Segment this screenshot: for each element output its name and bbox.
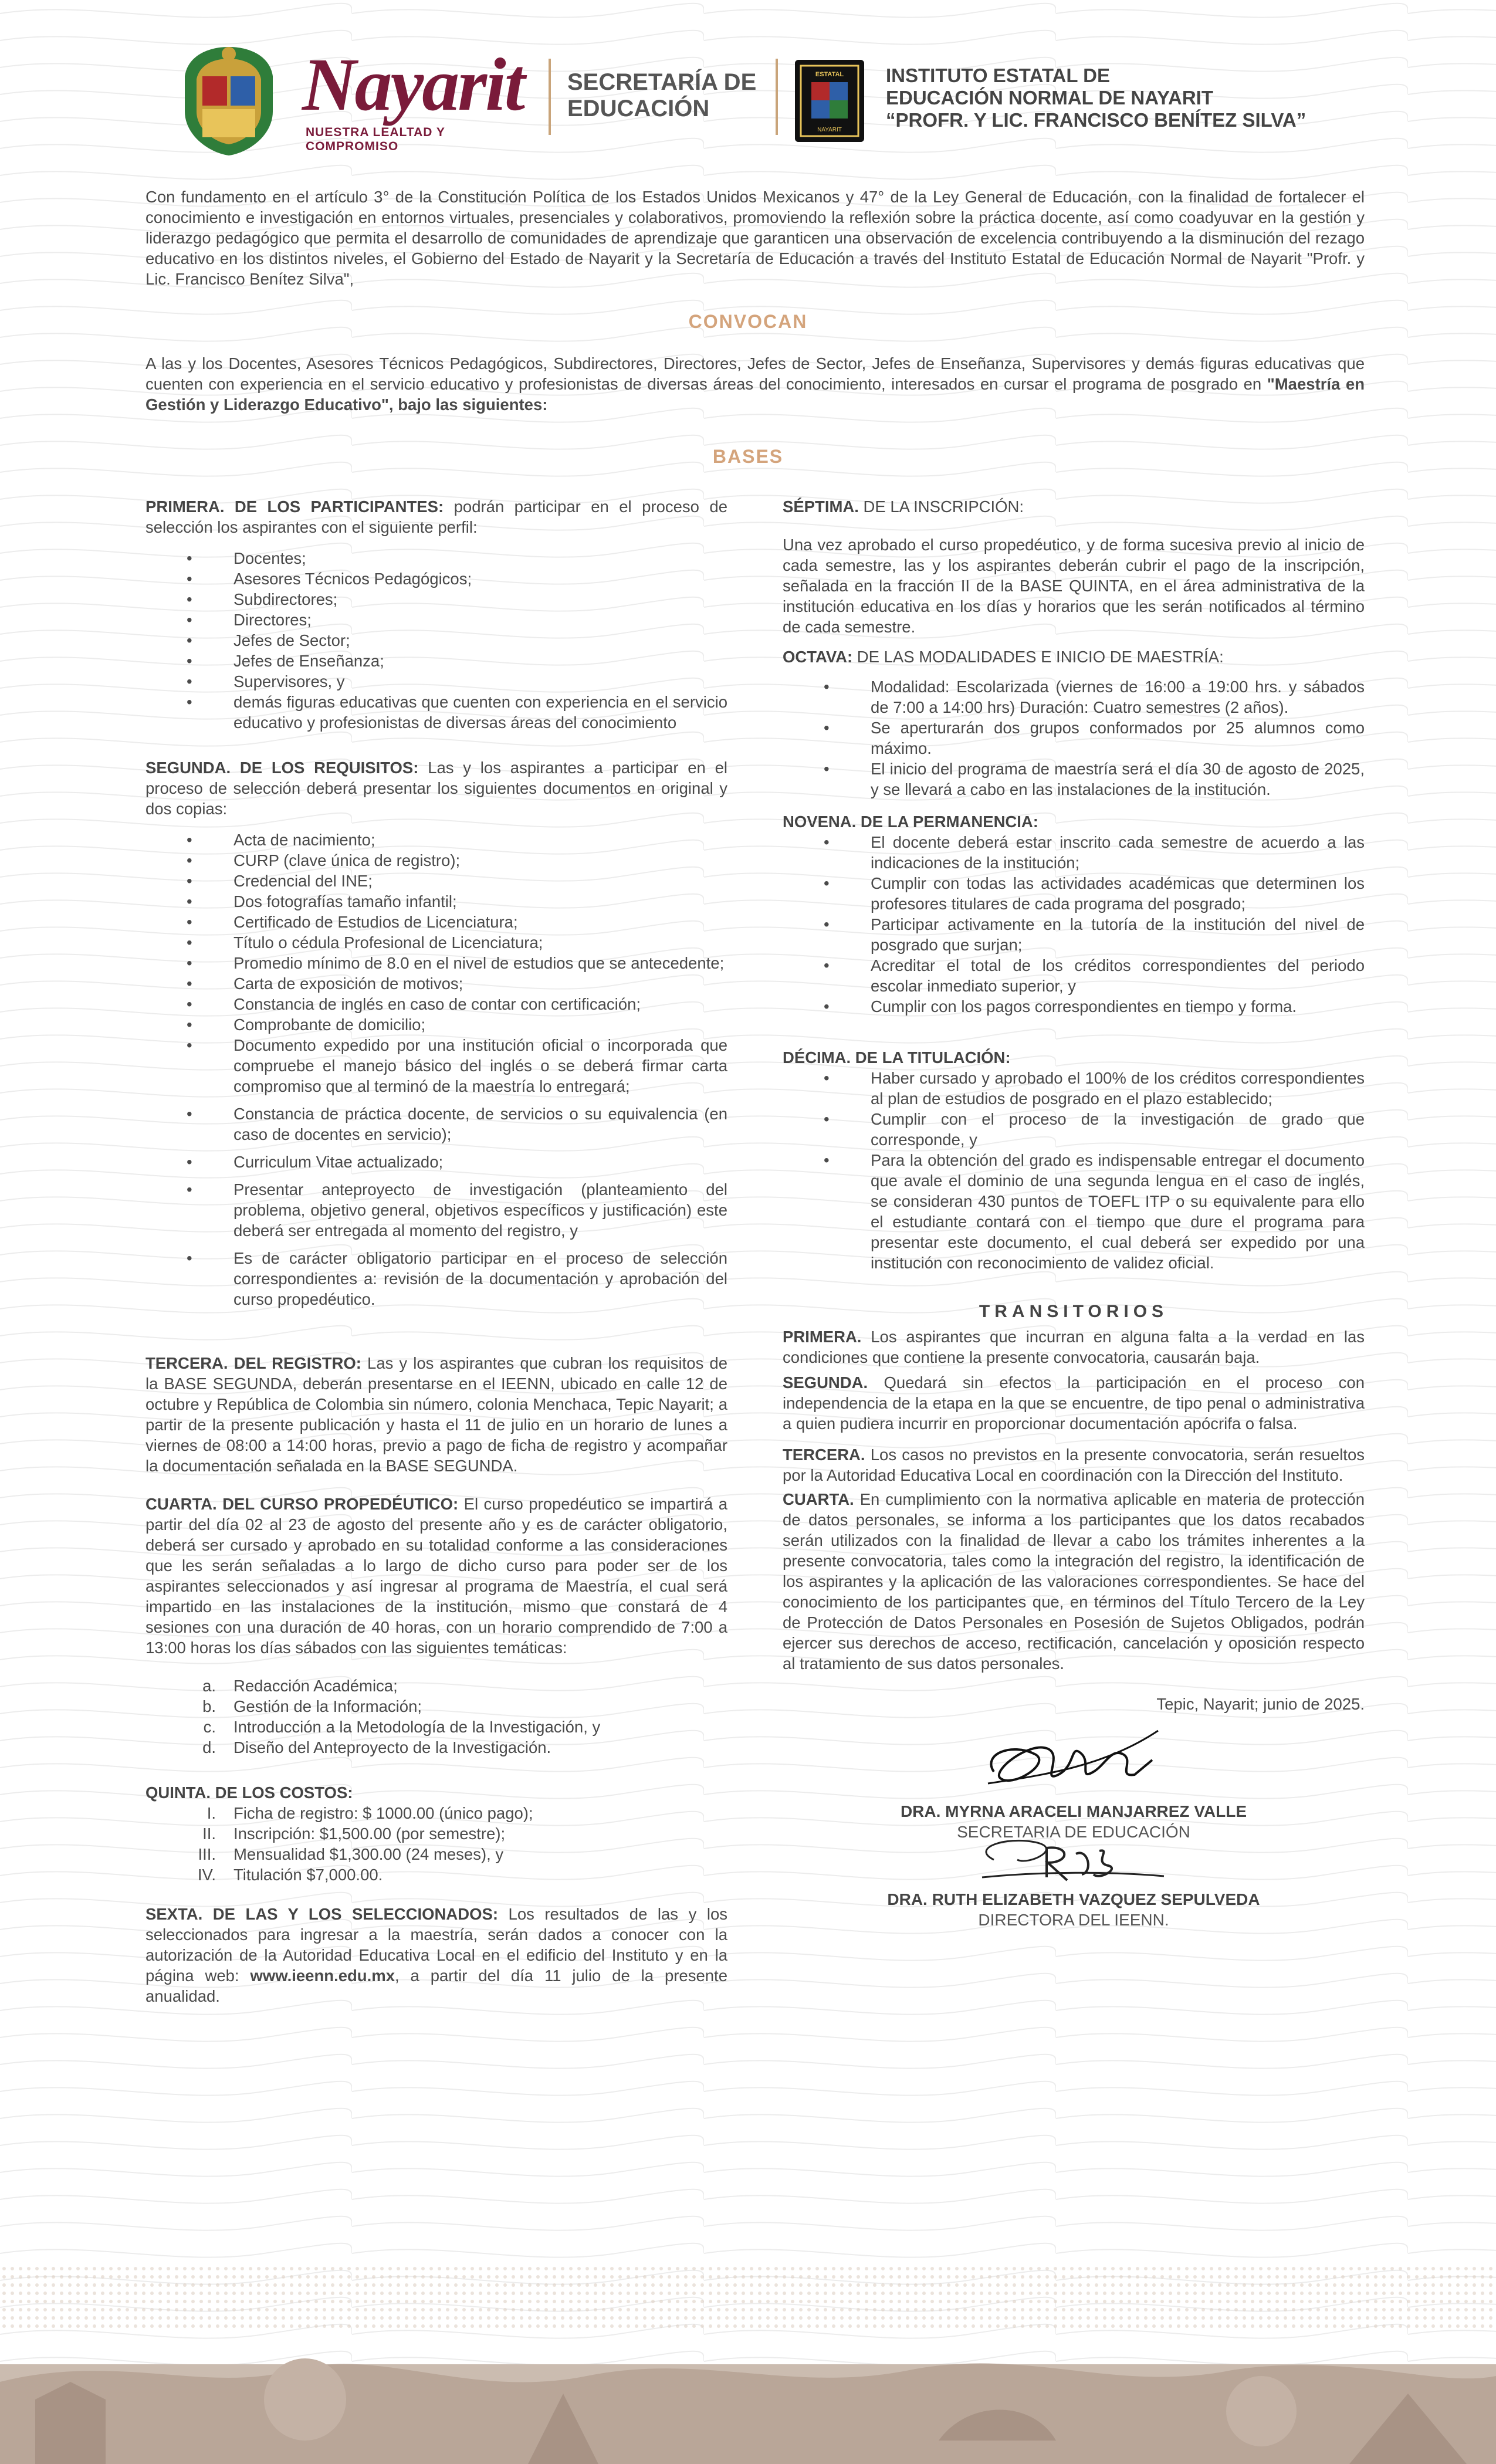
signature-2-area [783, 1830, 1365, 1889]
transitorio-tercera: TERCERA. Los casos no previstos en la presente convocatoria, serán resueltos por la Autoridad Educativa Local en coordinación con la Dirección del Instituto. [783, 1446, 1365, 1484]
list-item: • Cumplir con los pagos correspondientes en tiempo y forma. [871, 996, 1365, 1017]
program-name: "Maestría en Gestión y Liderazgo Educativo", bajo las siguientes: [145, 375, 1365, 414]
convocan-heading: CONVOCAN [688, 311, 808, 332]
brand-motto: NUESTRA LEALTAD Y COMPROMISO [306, 126, 445, 153]
base-tercera: TERCERA. DEL REGISTRO: Las y los aspirantes que cubran los requisitos de la BASE SEGUNDA, deberán presentarse en el IEENN, ubicado en calle 12 de octubre y República de Colombia sin número, colonia Menchaca, Tepic Nayarit; a partir de la presente publicación y hasta el 11 de julio en un horario de lunes a viernes de 08:00 a 14:00 horas, previo a pago de ficha de registro y acompañar la documentación señalada en la BASE SEGUNDA. [145, 1354, 727, 1475]
transitorio-segunda: SEGUNDA. Quedará sin efectos la participación en el proceso con independencia de la etapa en la que se encuentre, de tipo penal o administrativa a quien pudiera incurrir en proporcionar documentación apócrifa o falsa. [783, 1373, 1365, 1433]
list-item: • Directores; [233, 610, 727, 630]
base-segunda: SEGUNDA. DE LOS REQUISITOS: Las y los aspirantes a participar en el proceso de selección deberá presentar los siguientes documentos en original y dos copias: [145, 759, 728, 818]
list-item: • Certificado de Estudios de Licenciatura; [233, 912, 727, 932]
list-item: • CURP (clave única de registro); [233, 850, 727, 871]
list-item: • Acta de nacimiento; [233, 830, 727, 850]
signature-icon [976, 1719, 1164, 1801]
transitorio-primera: PRIMERA. Los aspirantes que incurran en alguna falta a la verdad en las condiciones que contiene la presente convocatoria, causarán baja. [783, 1328, 1365, 1366]
place-date: Tepic, Nayarit; junio de 2025. [1156, 1695, 1365, 1713]
list-item: • Asesores Técnicos Pedagógicos; [233, 568, 727, 589]
octava-list [783, 676, 1365, 800]
list-item: • Cumplir con el proceso de la investigación de grado que corresponde, y [871, 1109, 1365, 1150]
list-item: • Constancia de práctica docente, de servicios o su equivalencia (en caso de docentes en servicio); [233, 1104, 727, 1145]
segunda-list [145, 830, 727, 1309]
list-item: • El docente deberá estar inscrito cada semestre de acuerdo a las indicaciones de la institución; [871, 832, 1365, 873]
signature-icon [959, 1830, 1170, 1895]
left-column [145, 496, 727, 2006]
cuarta-list [145, 1676, 727, 1758]
nayarit-brand [302, 43, 537, 153]
list-item: • Supervisores, y [233, 671, 727, 692]
list-item: • Jefes de Enseñanza; [233, 651, 727, 671]
list-item: • Curriculum Vitae actualizado; [233, 1152, 727, 1172]
right-column [783, 496, 1365, 1930]
divider [549, 59, 551, 135]
list-item: • Modalidad: Escolarizada (viernes de 16:00 a 19:00 hrs. y sábados de 7:00 a 14:00 hrs) Duración: Cuatro semestres (2 años). [871, 676, 1365, 717]
list-item: • Credencial del INE; [233, 871, 727, 891]
list-item: • Cumplir con todas las actividades académicas que determinen los profesores titulares de cada programa del posgrado; [871, 873, 1365, 914]
quinta-list [145, 1803, 727, 1885]
base-primera: PRIMERA. DE LOS PARTICIPANTES: podrán participar en el proceso de selección los aspirantes con el siguiente perfil: [145, 497, 727, 536]
footer-illustration [0, 2265, 1496, 2464]
list-item: • Carta de exposición de motivos; [233, 973, 727, 994]
list-item: a. Redacción Académica; [202, 1677, 398, 1695]
list-item: • Jefes de Sector; [233, 630, 727, 651]
list-item: • Presentar anteproyecto de investigación (planteamiento del problema, objetivo general, objetivos específicos y justificación) este deberá ser entregada al momento del registro, y [233, 1179, 727, 1241]
list-item: • Comprobante de domicilio; [233, 1014, 727, 1035]
list-item: • Es de carácter obligatorio participar en el proceso de selección correspondientes a: revisión de la documentación y aprobación del curso propedéutico. [233, 1248, 727, 1309]
list-item: • Haber cursado y aprobado el 100% de los créditos correspondientes al plan de estudios de posgrado en el plazo establecido; [871, 1068, 1365, 1109]
primera-list [145, 548, 727, 733]
base-septima: SÉPTIMA. DE LA INSCRIPCIÓN: [783, 497, 1024, 516]
institute-logo-text: ESTATAL [815, 71, 844, 78]
list-item: d. Diseño del Anteproyecto de la Investigación. [202, 1738, 551, 1756]
list-item: b. Gestión de la Información; [202, 1697, 422, 1715]
decima-list [783, 1068, 1365, 1273]
base-novena: NOVENA. DE LA PERMANENCIA: [783, 813, 1038, 831]
signatory-role: DIRECTORA DEL IEENN. [978, 1911, 1169, 1929]
base-sexta: SEXTA. DE LAS Y LOS SELECCIONADOS: Los resultados de las y los seleccionados para ingresar a la maestría, serán dados a conocer con la autorización de la Autoridad Educativa Local en el edificio del Instituto y en la página web: www.ieenn.edu.mx, a partir del día 11 julio de la presente anualidad. [145, 1905, 727, 2005]
base-decima: DÉCIMA. DE LA TITULACIÓN: [783, 1048, 1011, 1067]
institute-name: INSTITUTO ESTATAL DE EDUCACIÓN NORMAL DE NAYARIT “PROFR. Y LIC. FRANCISCO BENÍTEZ SILVA” [886, 65, 1307, 131]
divider [776, 59, 778, 135]
septima-text: Una vez aprobado el curso propedéutico, y de forma sucesiva previo al inicio de cada semestre, las y los aspirantes deberán cubrir el pago de la inscripción, señalada en la fracción II de la BASE QUINTA, en el área administrativa de la institución educativa en los días y horarios que les serán notificados al término de cada semestre. [783, 536, 1365, 636]
list-item: I. Ficha de registro: $ 1000.00 (único pago); [207, 1804, 533, 1822]
list-item: • Participar activamente en la tutoría de la institución del nivel de posgrado que surjan; [871, 914, 1365, 955]
list-item: c. Introducción a la Metodología de la Investigación, y [203, 1718, 601, 1736]
signatory-name: DRA. MYRNA ARACELI MANJARREZ VALLE [900, 1802, 1247, 1820]
list-item: II. Inscripción: $1,500.00 (por semestre); [202, 1825, 506, 1843]
list-item: • Constancia de inglés en caso de contar con certificación; [233, 994, 727, 1014]
list-item: IV. Titulación $7,000.00. [197, 1866, 383, 1884]
brand-name: Nayarit [302, 43, 524, 126]
list-item: • Docentes; [233, 548, 727, 568]
novena-list [783, 832, 1365, 1017]
list-item: • Acreditar el total de los créditos correspondientes del periodo escolar inmediato superior, y [871, 955, 1365, 996]
list-item: • Promedio mínimo de 8.0 en el nivel de estudios que se antecedente; [233, 953, 727, 973]
signatory-name: DRA. RUTH ELIZABETH VAZQUEZ SEPULVEDA [887, 1890, 1260, 1908]
list-item: III. Mensualidad $1,300.00 (24 meses), y [198, 1845, 504, 1863]
transitorio-cuarta: CUARTA. En cumplimiento con la normativa aplicable en materia de protección de datos personales, se informa a los participantes que los datos recabados serán utilizados con la finalidad de llevar a cabo los trámites inherentes a la presente convocatoria, tales como la integración del registro, la identificación de los aspirantes y la aplicación de las valoraciones correspondientes. Se hace del conocimiento de los participantes que, en términos del Título Tercero de la Ley de Protección de Datos Personales en Posesión de Sujetos Obligados, podrán ejercer sus derechos de acceso, rectificación, cancelación y oposición respecto al tratamiento de sus datos personales. [783, 1490, 1365, 1673]
base-cuarta: CUARTA. DEL CURSO PROPEDÉUTICO: El curso propedéutico se impartirá a partir del día 02 al 23 de agosto del presente año y es de carácter obligatorio, deberá ser cursado y aprobado en su totalidad conforme a las consideraciones que les serán señaladas a lo largo de dicho curso para poder ser de los aspirantes seleccionados y así ingresar al programa de Maestría, el cual será impartido en las instalaciones de la institución, mismo que constará de 4 sesiones con una duración de 40 horas, con un horario comprendido de 7:00 a 13:00 horas los días sábados con las siguientes temáticas: [145, 1495, 727, 1657]
institute-logo-icon [795, 60, 864, 142]
list-item: • demás figuras educativas que cuenten con experiencia en el servicio educativo y profesionistas de diversas áreas del conocimiento [233, 692, 727, 733]
convocan-paragraph: A las y los Docentes, Asesores Técnicos Pedagógicos, Subdirectores, Directores, Jefes de Sector, Jefes de Enseñanza, Supervisores y demás figuras educativas que cuenten con experiencia en el servicio educativo y profesionistas de diversas áreas del conocimiento, interesados en cursar el programa de posgrado en "Maestría en Gestión y Liderazgo Educativo", bajo las siguientes: [145, 354, 1365, 414]
list-item: • Para la obtención del grado es indispensable entregar el documento que avale el dominio de una segunda lengua en el caso de inglés, se consideran 430 puntos de TOEFL ITP o su equivalente para ello el estudiante contará con el tiempo que dure el programa para presentar este documento, el cual deberá ser expedido por una institución con reconocimiento de validez oficial. [871, 1150, 1365, 1273]
list-item: • Dos fotografías tamaño infantil; [233, 891, 727, 912]
list-item: • El inicio del programa de maestría será el día 30 de agosto de 2025, y se llevará a cabo en las instalaciones de la institución. [871, 759, 1365, 800]
nayarit-coat-of-arms-icon [173, 41, 285, 158]
list-item: • Subdirectores; [233, 589, 727, 610]
list-item: • Título o cédula Profesional de Licenciatura; [233, 932, 727, 953]
header [173, 41, 1323, 158]
transitorios-heading: TRANSITORIOS [979, 1302, 1169, 1321]
website-link: www.ieenn.edu.mx [250, 1967, 395, 1985]
list-item: • Se aperturarán dos grupos conformados por 25 alumnos como máximo. [871, 717, 1365, 759]
signatory-role: SECRETARIA DE EDUCACIÓN [957, 1823, 1190, 1841]
secretaria-label: SECRETARÍA DE EDUCACIÓN [567, 69, 757, 121]
bases-heading: BASES [712, 446, 784, 467]
intro-paragraph: Con fundamento en el artículo 3° de la Constitución Política de los Estados Unidos Mexicanos y 47° de la Ley General de Educación, con la finalidad de fortalecer el conocimiento e investigación en entornos virtuales, presenciales y colaborativos, promoviendo la reflexión sobre la práctica docente, así como coadyuvar en la gestión y liderazgo pedagógico que permita el desarrollo de comunidades de aprendizaje que garanticen una observación de excelencia contribuyendo a la disminución del rezago educativo en los distintos niveles, el Gobierno del Estado de Nayarit y la Secretaría de Educación a través del Instituto Estatal de Educación Normal de Nayarit "Profr. y Lic. Francisco Benítez Silva", [145, 188, 1365, 288]
list-item: • Documento expedido por una institución oficial o incorporada que compruebe el manejo básico del inglés o se deberá firmar carta compromiso que al terminó de la maestría lo entregará; [233, 1035, 727, 1096]
signature-1-area [783, 1719, 1365, 1801]
base-octava: OCTAVA: DE LAS MODALIDADES E INICIO DE MAESTRÍA: [783, 648, 1224, 666]
institute-logo-text: NAYARIT [817, 127, 842, 133]
base-quinta: QUINTA. DE LOS COSTOS: [145, 1783, 353, 1802]
